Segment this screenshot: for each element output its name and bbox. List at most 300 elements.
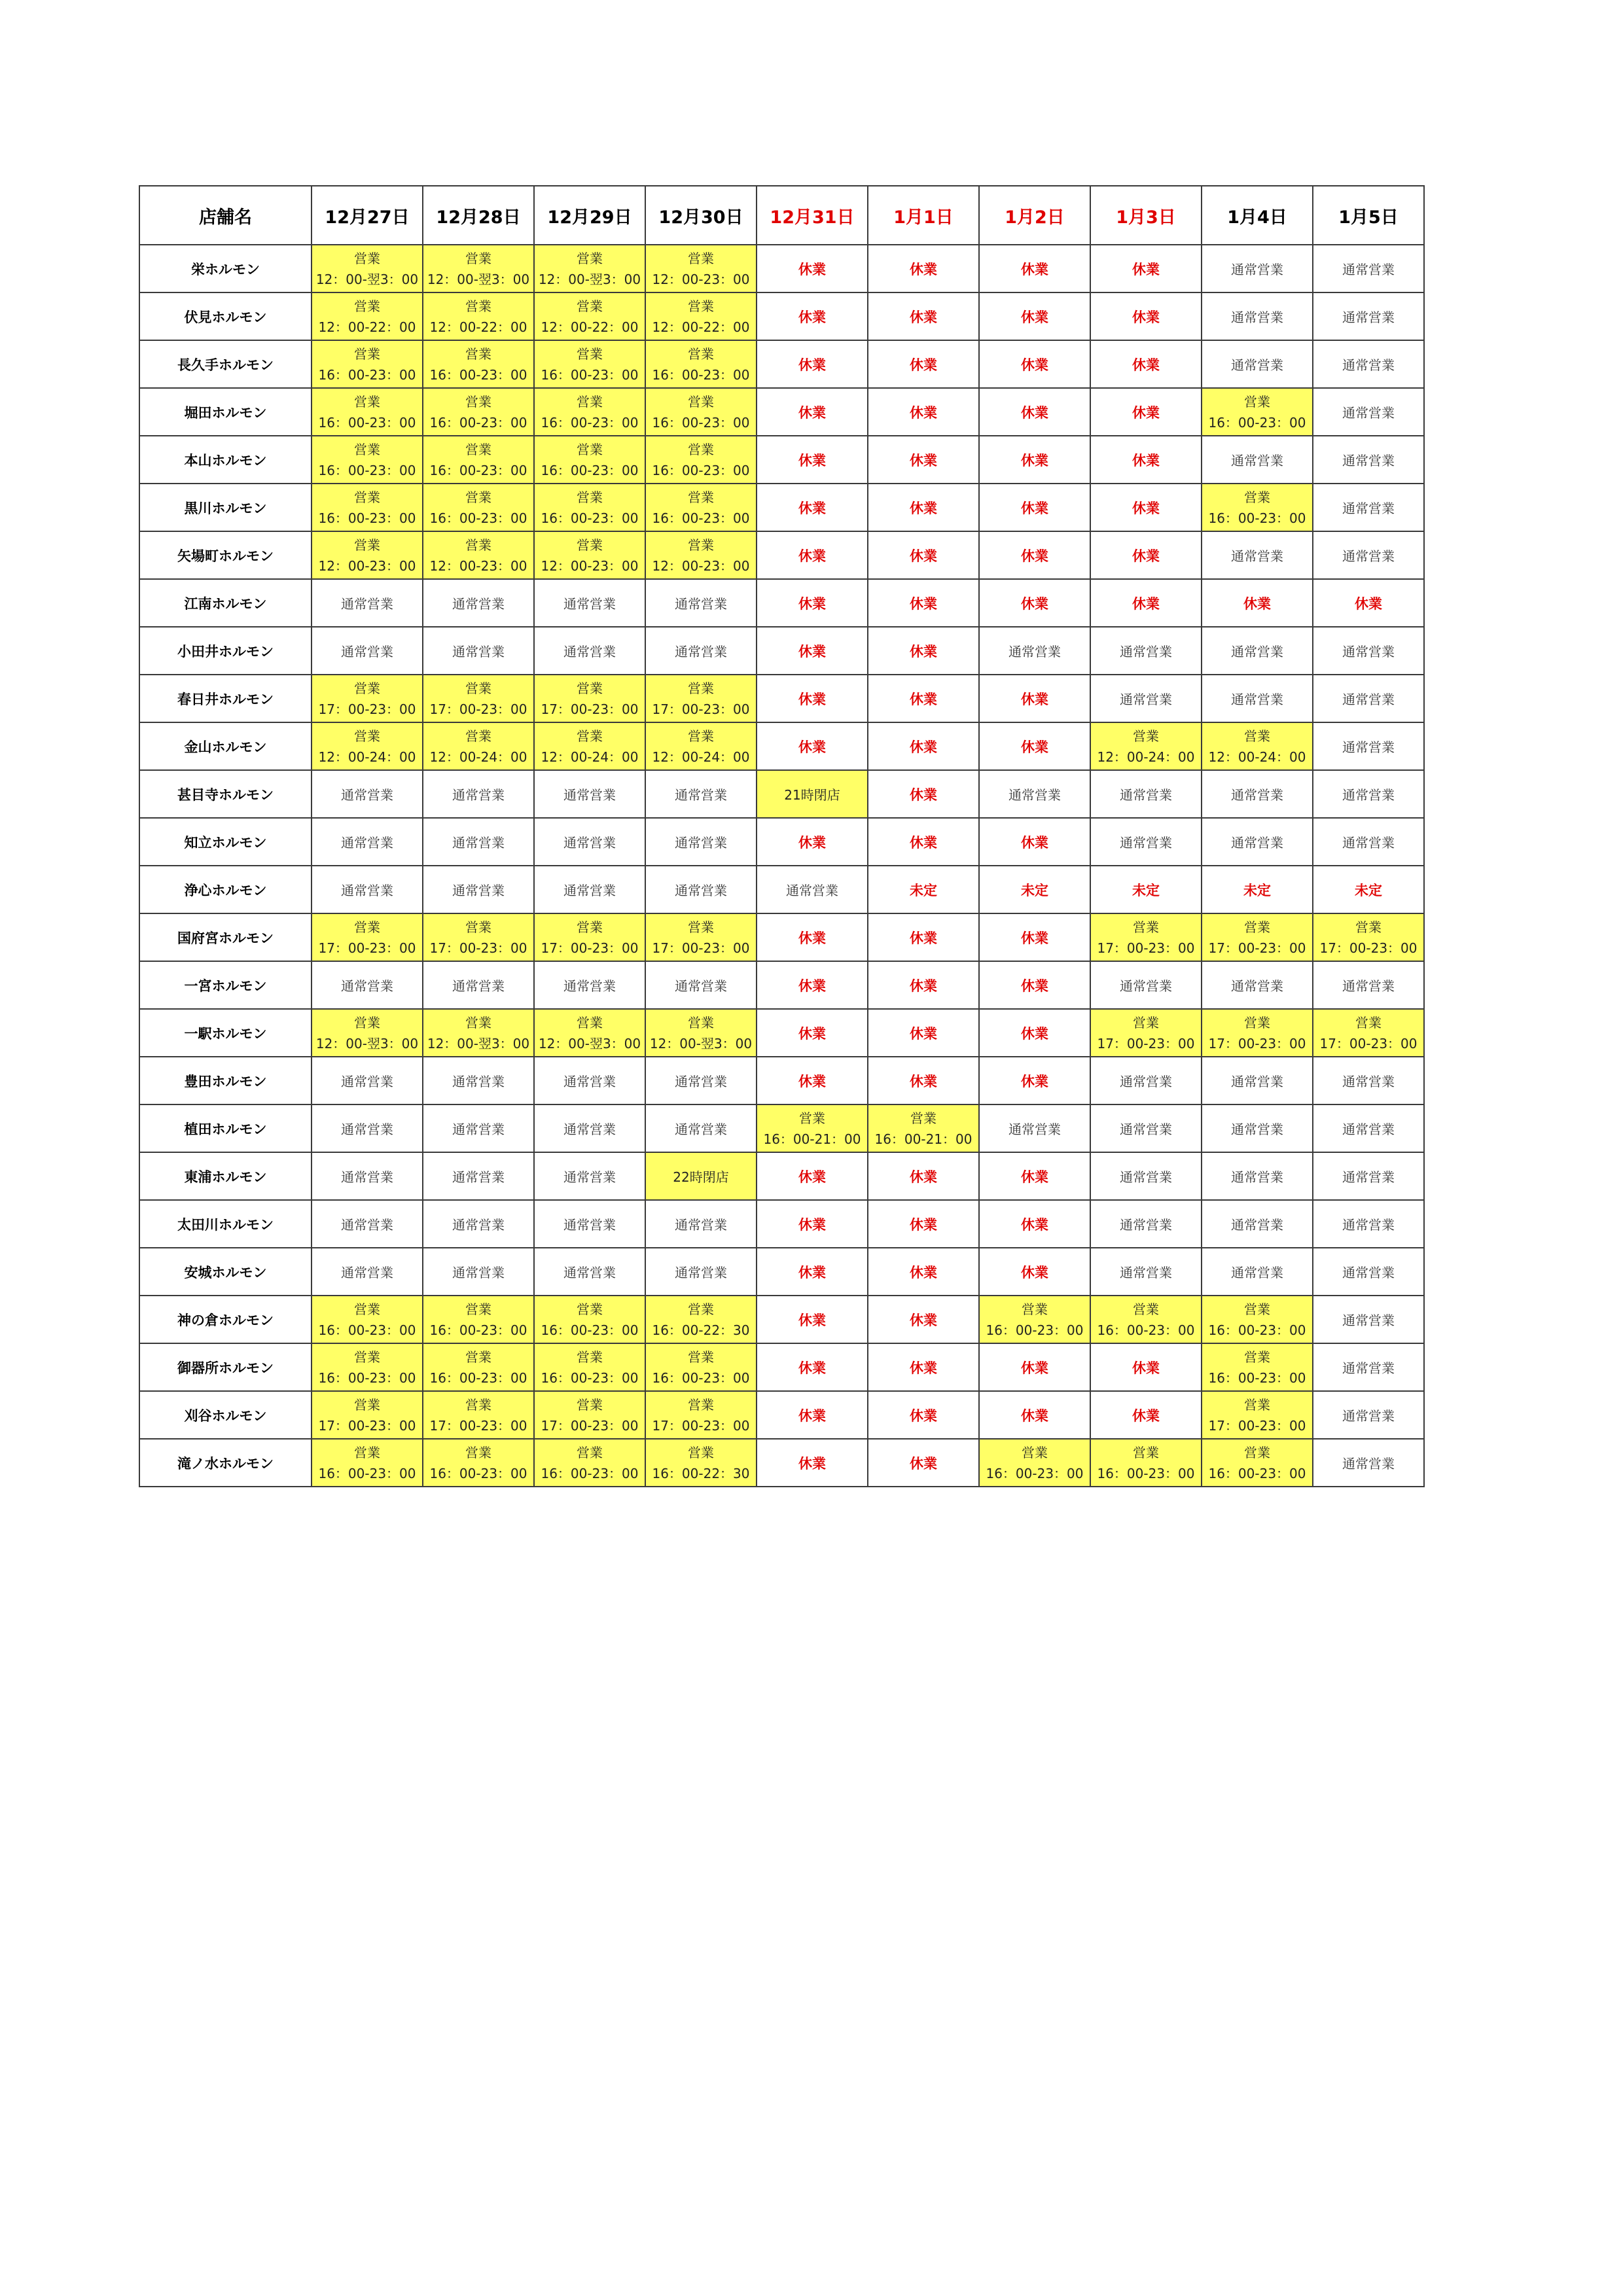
status-cell-normal: 通常営業 xyxy=(1202,961,1313,1009)
status-cell-open xyxy=(312,1439,423,1487)
status-cell-closed: 休業 xyxy=(868,484,979,531)
status-label: 営業 xyxy=(1022,1444,1048,1460)
status-cell-normal: 通常営業 xyxy=(1313,1104,1424,1152)
status-cell-open xyxy=(1202,1391,1313,1439)
status-label: 営業 xyxy=(577,680,603,696)
status-label: 営業 xyxy=(577,345,603,362)
hours-text: 12：00-22：00 xyxy=(318,319,416,335)
hours-text: 16：00-23：00 xyxy=(652,462,750,478)
status-label: 営業 xyxy=(910,1110,936,1126)
status-cell-undecided: 未定 xyxy=(1090,866,1202,913)
status-cell-open xyxy=(534,1009,645,1057)
day-column-header: 1月2日 xyxy=(979,186,1090,245)
status-cell-open xyxy=(312,1009,423,1057)
status-label: 営業 xyxy=(577,393,603,410)
status-label: 営業 xyxy=(354,1444,380,1460)
status-cell-normal: 通常営業 xyxy=(757,866,868,913)
status-cell-open xyxy=(1202,1439,1313,1487)
hours-text: 16：00-23：00 xyxy=(429,1465,527,1481)
status-cell-open xyxy=(423,1296,534,1343)
status-label: 営業 xyxy=(1133,1301,1159,1317)
status-cell-normal: 通常営業 xyxy=(1202,675,1313,722)
store-name: 神の倉ホルモン xyxy=(139,1296,312,1343)
hours-text: 16：00-23：00 xyxy=(1208,414,1306,431)
table-row xyxy=(139,722,1424,770)
status-label: 営業 xyxy=(799,1110,825,1126)
status-label: 営業 xyxy=(1244,919,1270,935)
store-name: 矢場町ホルモン xyxy=(139,531,312,579)
status-cell-closed: 休業 xyxy=(868,388,979,436)
hours-text: 12：00-23：00 xyxy=(429,557,527,574)
table-row xyxy=(139,1248,1424,1296)
hours-text: 17：00-23：00 xyxy=(541,1417,639,1434)
status-cell-closed: 休業 xyxy=(868,913,979,961)
status-cell-closed: 休業 xyxy=(979,961,1090,1009)
status-label: 営業 xyxy=(465,919,491,935)
status-cell-open xyxy=(1202,913,1313,961)
status-label: 営業 xyxy=(465,1444,491,1460)
hours-text: 16：00-23：00 xyxy=(541,1322,639,1338)
status-cell-closed: 休業 xyxy=(1090,436,1202,484)
status-cell-open xyxy=(423,340,534,388)
status-cell-open xyxy=(1202,1296,1313,1343)
status-label: 営業 xyxy=(465,680,491,696)
status-cell-closed: 休業 xyxy=(868,579,979,627)
status-cell-open xyxy=(534,436,645,484)
status-cell-closed: 休業 xyxy=(757,961,868,1009)
hours-text: 16：00-23：00 xyxy=(541,414,639,431)
status-cell-normal: 通常営業 xyxy=(1313,388,1424,436)
status-cell-closed: 休業 xyxy=(979,531,1090,579)
status-cell-normal: 通常営業 xyxy=(534,1104,645,1152)
status-label: 営業 xyxy=(688,1444,714,1460)
hours-text: 16：00-22：30 xyxy=(652,1322,750,1338)
table-row xyxy=(139,1296,1424,1343)
store-name: 一宮ホルモン xyxy=(139,961,312,1009)
status-cell-normal: 通常営業 xyxy=(645,961,757,1009)
status-cell-normal: 通常営業 xyxy=(1202,818,1313,866)
status-cell-normal: 通常営業 xyxy=(423,770,534,818)
status-cell-closed: 休業 xyxy=(979,1057,1090,1104)
status-cell-closed: 休業 xyxy=(868,340,979,388)
table-row xyxy=(139,484,1424,531)
status-cell-normal: 通常営業 xyxy=(1202,340,1313,388)
status-cell-open xyxy=(423,913,534,961)
status-cell-closed: 休業 xyxy=(868,531,979,579)
table-row xyxy=(139,1200,1424,1248)
store-name: 一駅ホルモン xyxy=(139,1009,312,1057)
table-row xyxy=(139,579,1424,627)
status-cell-open xyxy=(423,436,534,484)
status-cell-normal: 通常営業 xyxy=(979,770,1090,818)
status-cell-open xyxy=(312,1391,423,1439)
status-cell-closed: 休業 xyxy=(757,627,868,675)
table-row xyxy=(139,627,1424,675)
status-cell-normal: 通常営業 xyxy=(645,818,757,866)
status-cell-closed: 休業 xyxy=(1090,245,1202,292)
status-cell-closed: 休業 xyxy=(868,675,979,722)
status-cell-open xyxy=(312,722,423,770)
store-name: 東浦ホルモン xyxy=(139,1152,312,1200)
status-cell-closed: 休業 xyxy=(757,1391,868,1439)
hours-text: 17：00-23：00 xyxy=(318,701,416,717)
status-cell-normal: 通常営業 xyxy=(1313,340,1424,388)
status-cell-normal: 通常営業 xyxy=(1202,627,1313,675)
status-cell-closed: 休業 xyxy=(868,1009,979,1057)
hours-text: 12：00-翌3：00 xyxy=(649,1035,753,1051)
status-label: 営業 xyxy=(465,1396,491,1413)
status-label: 営業 xyxy=(1133,1444,1159,1460)
status-cell-closed: 休業 xyxy=(868,1057,979,1104)
table-row xyxy=(139,340,1424,388)
status-cell-open xyxy=(645,292,757,340)
table-row xyxy=(139,1104,1424,1152)
status-cell-open xyxy=(312,913,423,961)
status-cell-normal: 通常営業 xyxy=(312,770,423,818)
status-cell-closed: 休業 xyxy=(979,1248,1090,1296)
status-cell-normal: 通常営業 xyxy=(312,1104,423,1152)
status-cell-closed: 休業 xyxy=(868,436,979,484)
status-label: 営業 xyxy=(577,919,603,935)
status-cell-closed: 休業 xyxy=(868,627,979,675)
status-label: 営業 xyxy=(577,1349,603,1365)
status-cell-normal: 通常営業 xyxy=(423,961,534,1009)
status-cell-undecided: 未定 xyxy=(1313,866,1424,913)
status-cell-normal: 通常営業 xyxy=(423,1152,534,1200)
hours-text: 16：00-23：00 xyxy=(429,414,527,431)
hours-text: 16：00-23：00 xyxy=(429,510,527,526)
status-cell-normal: 通常営業 xyxy=(1313,436,1424,484)
status-cell-closed: 休業 xyxy=(979,675,1090,722)
status-label: 営業 xyxy=(465,728,491,744)
status-cell-open xyxy=(312,1343,423,1391)
status-cell-closed: 休業 xyxy=(979,579,1090,627)
status-label: 営業 xyxy=(688,1349,714,1365)
hours-text: 12：00-24：00 xyxy=(652,749,750,765)
day-column-header: 12月28日 xyxy=(423,186,534,245)
table-row xyxy=(139,1057,1424,1104)
status-cell-closed: 休業 xyxy=(757,1343,868,1391)
status-cell-open xyxy=(979,1296,1090,1343)
status-label: 営業 xyxy=(688,1301,714,1317)
hours-text: 12：00-翌3：00 xyxy=(538,1035,641,1051)
status-cell-open xyxy=(423,722,534,770)
status-cell-closed: 休業 xyxy=(1202,579,1313,627)
status-cell-open xyxy=(312,1296,423,1343)
status-cell-normal: 通常営業 xyxy=(1090,1248,1202,1296)
hours-text: 12：00-22：00 xyxy=(429,319,527,335)
status-label: 営業 xyxy=(688,298,714,314)
status-cell-normal: 通常営業 xyxy=(1313,818,1424,866)
hours-text: 16：00-23：00 xyxy=(1208,1465,1306,1481)
hours-text: 16：00-23：00 xyxy=(652,366,750,383)
status-label: 営業 xyxy=(577,728,603,744)
status-cell-closed: 休業 xyxy=(1090,1391,1202,1439)
hours-text: 17：00-23：00 xyxy=(652,940,750,956)
status-cell-normal: 通常営業 xyxy=(534,818,645,866)
store-name: 刈谷ホルモン xyxy=(139,1391,312,1439)
hours-text: 16：00-21：00 xyxy=(763,1131,861,1147)
table-row xyxy=(139,818,1424,866)
status-cell-closed: 休業 xyxy=(1090,484,1202,531)
hours-text: 16：00-23：00 xyxy=(318,1369,416,1386)
status-label: 営業 xyxy=(577,489,603,505)
status-cell-open xyxy=(645,1009,757,1057)
hours-text: 17：00-23：00 xyxy=(1319,940,1418,956)
hours-text: 17：00-23：00 xyxy=(541,940,639,956)
status-cell-closed: 休業 xyxy=(757,913,868,961)
hours-text: 12：00-23：00 xyxy=(541,557,639,574)
status-cell-normal: 通常営業 xyxy=(645,1200,757,1248)
status-cell-normal: 通常営業 xyxy=(1313,292,1424,340)
status-cell-normal: 通常営業 xyxy=(534,627,645,675)
hours-text: 16：00-23：00 xyxy=(652,510,750,526)
status-cell-open xyxy=(757,1104,868,1152)
status-cell-open xyxy=(312,340,423,388)
status-label: 営業 xyxy=(577,537,603,553)
hours-text: 12：00-翌3：00 xyxy=(427,1035,530,1051)
status-cell-normal: 通常営業 xyxy=(1313,722,1424,770)
table-row xyxy=(139,292,1424,340)
status-cell-closed: 休業 xyxy=(979,340,1090,388)
hours-text: 16：00-23：00 xyxy=(652,1369,750,1386)
hours-text: 12：00-24：00 xyxy=(318,749,416,765)
hours-text: 16：00-23：00 xyxy=(318,510,416,526)
table-row xyxy=(139,245,1424,292)
status-label: 営業 xyxy=(465,537,491,553)
status-cell-closed: 休業 xyxy=(868,1439,979,1487)
store-name: 栄ホルモン xyxy=(139,245,312,292)
hours-text: 16：00-23：00 xyxy=(1208,510,1306,526)
status-label: 営業 xyxy=(1244,489,1270,505)
status-cell-normal: 通常営業 xyxy=(534,961,645,1009)
status-cell-open xyxy=(534,292,645,340)
status-cell-normal: 通常営業 xyxy=(1090,627,1202,675)
status-cell-open xyxy=(534,722,645,770)
status-cell-closed: 休業 xyxy=(979,1391,1090,1439)
store-name: 小田井ホルモン xyxy=(139,627,312,675)
status-label: 営業 xyxy=(1133,728,1159,744)
status-cell-normal: 通常営業 xyxy=(1313,675,1424,722)
table-row xyxy=(139,1009,1424,1057)
status-cell-open xyxy=(423,245,534,292)
status-label: 営業 xyxy=(354,393,380,410)
hours-text: 16：00-23：00 xyxy=(1097,1322,1195,1338)
hours-text: 12：00-23：00 xyxy=(318,557,416,574)
status-label: 営業 xyxy=(577,1301,603,1317)
store-name: 植田ホルモン xyxy=(139,1104,312,1152)
status-label: 営業 xyxy=(688,919,714,935)
status-cell-normal: 通常営業 xyxy=(1313,770,1424,818)
status-cell-early-close: 22時閉店 xyxy=(645,1152,757,1200)
store-name: 太田川ホルモン xyxy=(139,1200,312,1248)
table-row xyxy=(139,1343,1424,1391)
status-cell-closed: 休業 xyxy=(757,1200,868,1248)
hours-text: 16：00-23：00 xyxy=(541,1369,639,1386)
status-cell-open xyxy=(423,1343,534,1391)
status-label: 営業 xyxy=(1244,1301,1270,1317)
status-label: 営業 xyxy=(354,441,380,457)
status-label: 営業 xyxy=(1355,919,1382,935)
status-cell-open xyxy=(645,245,757,292)
store-name: 本山ホルモン xyxy=(139,436,312,484)
status-cell-closed: 休業 xyxy=(757,675,868,722)
status-cell-closed: 休業 xyxy=(868,1296,979,1343)
holiday-hours-table xyxy=(139,185,1425,1487)
hours-text: 17：00-23：00 xyxy=(318,1417,416,1434)
status-cell-closed: 休業 xyxy=(979,292,1090,340)
status-cell-normal: 通常営業 xyxy=(1090,818,1202,866)
store-name: 黒川ホルモン xyxy=(139,484,312,531)
hours-text: 16：00-23：00 xyxy=(541,366,639,383)
hours-text: 17：00-23：00 xyxy=(1208,1035,1306,1051)
status-cell-closed: 休業 xyxy=(1090,1343,1202,1391)
status-label: 営業 xyxy=(354,489,380,505)
status-cell-normal: 通常営業 xyxy=(1202,1057,1313,1104)
status-cell-closed: 休業 xyxy=(868,1200,979,1248)
status-cell-normal: 通常営業 xyxy=(1202,1152,1313,1200)
status-cell-open xyxy=(645,340,757,388)
status-label: 営業 xyxy=(688,441,714,457)
hours-text: 17：00-23：00 xyxy=(318,940,416,956)
status-cell-normal: 通常営業 xyxy=(1202,1104,1313,1152)
status-cell-closed: 休業 xyxy=(979,245,1090,292)
store-name: 甚目寺ホルモン xyxy=(139,770,312,818)
store-name: 知立ホルモン xyxy=(139,818,312,866)
store-name: 金山ホルモン xyxy=(139,722,312,770)
status-cell-normal: 通常営業 xyxy=(1090,1152,1202,1200)
status-label: 営業 xyxy=(354,250,380,266)
hours-text: 16：00-23：00 xyxy=(429,1369,527,1386)
status-cell-normal: 通常営業 xyxy=(423,579,534,627)
hours-text: 17：00-23：00 xyxy=(1208,1417,1306,1434)
status-cell-normal: 通常営業 xyxy=(312,1200,423,1248)
table-row xyxy=(139,961,1424,1009)
status-cell-open xyxy=(312,675,423,722)
status-cell-normal: 通常営業 xyxy=(645,627,757,675)
status-label: 営業 xyxy=(354,1396,380,1413)
status-cell-normal: 通常営業 xyxy=(645,1057,757,1104)
header-row xyxy=(139,186,1424,245)
hours-text: 17：00-23：00 xyxy=(1208,940,1306,956)
status-cell-normal: 通常営業 xyxy=(645,866,757,913)
status-cell-open xyxy=(423,484,534,531)
status-cell-closed: 休業 xyxy=(979,1343,1090,1391)
status-cell-normal: 通常営業 xyxy=(423,1248,534,1296)
status-cell-closed: 休業 xyxy=(979,436,1090,484)
hours-text: 17：00-23：00 xyxy=(1097,1035,1195,1051)
status-cell-closed: 休業 xyxy=(757,245,868,292)
hours-text: 17：00-23：00 xyxy=(652,701,750,717)
status-cell-open xyxy=(534,1296,645,1343)
status-cell-closed: 休業 xyxy=(757,484,868,531)
status-cell-closed: 休業 xyxy=(1313,579,1424,627)
hours-text: 16：00-23：00 xyxy=(318,1465,416,1481)
status-cell-closed: 休業 xyxy=(757,579,868,627)
status-label: 営業 xyxy=(688,680,714,696)
status-cell-normal: 通常営業 xyxy=(312,1248,423,1296)
status-cell-open xyxy=(312,484,423,531)
store-name: 長久手ホルモン xyxy=(139,340,312,388)
status-cell-normal: 通常営業 xyxy=(423,1200,534,1248)
status-cell-normal: 通常営業 xyxy=(534,579,645,627)
hours-text: 17：00-23：00 xyxy=(1097,940,1195,956)
status-cell-normal: 通常営業 xyxy=(1313,1391,1424,1439)
day-column-header: 1月1日 xyxy=(868,186,979,245)
status-cell-closed: 休業 xyxy=(868,245,979,292)
status-cell-open xyxy=(1202,1009,1313,1057)
status-cell-normal: 通常営業 xyxy=(534,866,645,913)
status-cell-normal: 通常営業 xyxy=(1202,245,1313,292)
status-cell-normal: 通常営業 xyxy=(1313,245,1424,292)
status-cell-normal: 通常営業 xyxy=(1202,531,1313,579)
status-label: 営業 xyxy=(354,680,380,696)
store-name: 江南ホルモン xyxy=(139,579,312,627)
status-cell-normal: 通常営業 xyxy=(312,1152,423,1200)
status-cell-closed: 休業 xyxy=(757,1009,868,1057)
status-cell-open xyxy=(645,1343,757,1391)
status-cell-open xyxy=(534,340,645,388)
status-cell-normal: 通常営業 xyxy=(1313,531,1424,579)
status-cell-open xyxy=(1313,1009,1424,1057)
hours-text: 16：00-21：00 xyxy=(874,1131,972,1147)
status-cell-open xyxy=(645,1296,757,1343)
status-cell-normal: 通常営業 xyxy=(979,1104,1090,1152)
status-cell-normal: 通常営業 xyxy=(645,579,757,627)
hours-text: 16：00-22：30 xyxy=(652,1465,750,1481)
status-cell-open xyxy=(645,1391,757,1439)
store-name: 国府宮ホルモン xyxy=(139,913,312,961)
status-label: 営業 xyxy=(465,441,491,457)
status-cell-normal: 通常営業 xyxy=(1090,1104,1202,1152)
status-cell-closed: 休業 xyxy=(868,818,979,866)
status-label: 営業 xyxy=(688,489,714,505)
status-cell-closed: 休業 xyxy=(1090,531,1202,579)
status-cell-open xyxy=(979,1439,1090,1487)
status-cell-open xyxy=(1090,1296,1202,1343)
status-cell-open xyxy=(645,675,757,722)
hours-text: 17：00-23：00 xyxy=(429,940,527,956)
status-label: 営業 xyxy=(1355,1014,1382,1031)
status-cell-open xyxy=(1202,484,1313,531)
status-cell-open xyxy=(423,531,534,579)
status-cell-normal: 通常営業 xyxy=(1202,292,1313,340)
status-cell-open xyxy=(645,1439,757,1487)
status-cell-closed: 休業 xyxy=(979,722,1090,770)
status-cell-closed: 休業 xyxy=(979,484,1090,531)
table-row xyxy=(139,913,1424,961)
status-cell-closed: 休業 xyxy=(868,1343,979,1391)
status-cell-open xyxy=(312,436,423,484)
status-cell-closed: 休業 xyxy=(757,1296,868,1343)
status-label: 営業 xyxy=(688,537,714,553)
day-column-header: 12月27日 xyxy=(312,186,423,245)
status-cell-normal: 通常営業 xyxy=(645,770,757,818)
hours-text: 12：00-翌3：00 xyxy=(315,1035,419,1051)
status-label: 営業 xyxy=(465,1014,491,1031)
store-name: 伏見ホルモン xyxy=(139,292,312,340)
status-cell-normal: 通常営業 xyxy=(1090,1200,1202,1248)
status-cell-open xyxy=(534,245,645,292)
day-column-header: 12月31日 xyxy=(757,186,868,245)
status-label: 営業 xyxy=(1244,393,1270,410)
store-name: 御器所ホルモン xyxy=(139,1343,312,1391)
status-cell-closed: 休業 xyxy=(757,818,868,866)
store-name: 堀田ホルモン xyxy=(139,388,312,436)
status-label: 営業 xyxy=(354,298,380,314)
hours-text: 16：00-23：00 xyxy=(318,462,416,478)
table-row xyxy=(139,866,1424,913)
